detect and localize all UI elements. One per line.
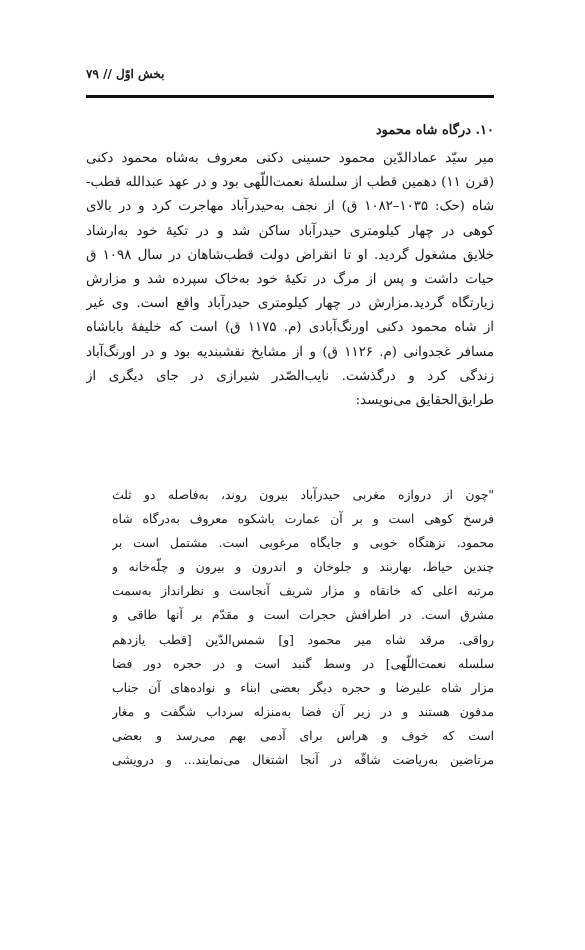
quote-line: رواقی. مرقد شاه میر محمود [و] شمس‌الدّین [قطب یازدهم [112,632,494,647]
running-head: بخش اوّل // ۷۹ [86,67,165,81]
body-line: خلایق مشغول گردید. او تا انقراض دولت قطب‌شاهان در سال ۱۰۹۸ ق [86,247,494,263]
quote-line: محمود. نزهتگاه خوبی و جایگاه مرغوبی است. مشتمل است بر [112,536,494,551]
header-rule [86,95,494,98]
quote-line: سلسله نعمت‌اللّهی] در وسط گنبد است و در حجره دور فضا [112,656,494,671]
quote-line: چندین حیاط، بهاربند و جلوخان و اندرون و بیرون و چلّه‌خانه و [112,560,494,575]
body-line: از شاه محمود دکنی اورنگ‌آبادی (م. ۱۱۷۵ ق) است که خلیفهٔ باباشاه [86,320,494,336]
quote-line: "چون از دروازه مغربی حیدرآباد بیرون روند، به‌فاصله دو ثلث [112,488,494,502]
quote-line: مشرق است. در اطرافش حجرات است و مقدّم بر آنها طاقی و [112,608,494,623]
quote-line: مزار شاه علیرضا و حجره دیگر بعضی ابناء و نواده‌های آن جناب [112,680,494,695]
body-line: زندگی کرد و درگذشت. نایب‌الصّدر شیرازی در جای دیگری از [86,368,494,384]
body-line: (قرن ۱۱) دهمین قطب از سلسلهٔ نعمت‌اللّهی بود و در عهد عبدالله قطب- [86,175,494,191]
body-line: میر سیّد عمادالدّین محمود حسینی دکنی معروف به‌شاه محمود دکنی [86,151,494,166]
body-line: مسافر غجدوانی (م. ۱۱۲۶ ق) و از مشایخ نقشبندیه بود و در اورنگ‌آباد [86,344,494,360]
quote-line: مرتاضین به‌ریاضت شاقّه در آنجا اشتغال می‌نمایند... و درویشی [112,753,494,768]
body-line: کوهی در چهار کیلومتری حیدرآباد ساکن شد و در تکیهٔ خود به‌ارشاد [86,223,494,239]
section-title: ۱۰. درگاه شاه محمود [375,123,494,138]
body-paragraph [86,147,494,413]
quote-line: فرسخ کوهی است و بر آن عمارت باشکوه معروف به‌درگاه شاه [112,512,494,527]
body-line: حیات داشت و پس از مرگ در تکیهٔ خود به‌خاک سپرده شد و مزارش [86,271,494,287]
body-line: طرایق‌الحقایق می‌نویسد: [355,392,494,408]
quote-line: مرتبه اعلی که خانقاه و مزار شریف آنجاست و نظرانداز به‌سمت [112,584,494,599]
quote-line: است که خوف و هراس برای آدمی بهم می‌رسد و بعضی [112,728,494,743]
body-line: شاه (حک: ۱۰۳۵–۱۰۸۲ ق) از نجف به‌حیدرآباد مهاجرت کرد و در بالای [86,199,494,215]
body-line: زیارتگاه گردید.مزارش در چهار کیلومتری حیدرآباد واقع است. وی غیر [86,296,494,312]
quote-line: مدفون هستند و در زیر آن فضا به‌منزله سرداب شگفت و مغار [112,704,494,719]
block-quote [112,483,494,772]
